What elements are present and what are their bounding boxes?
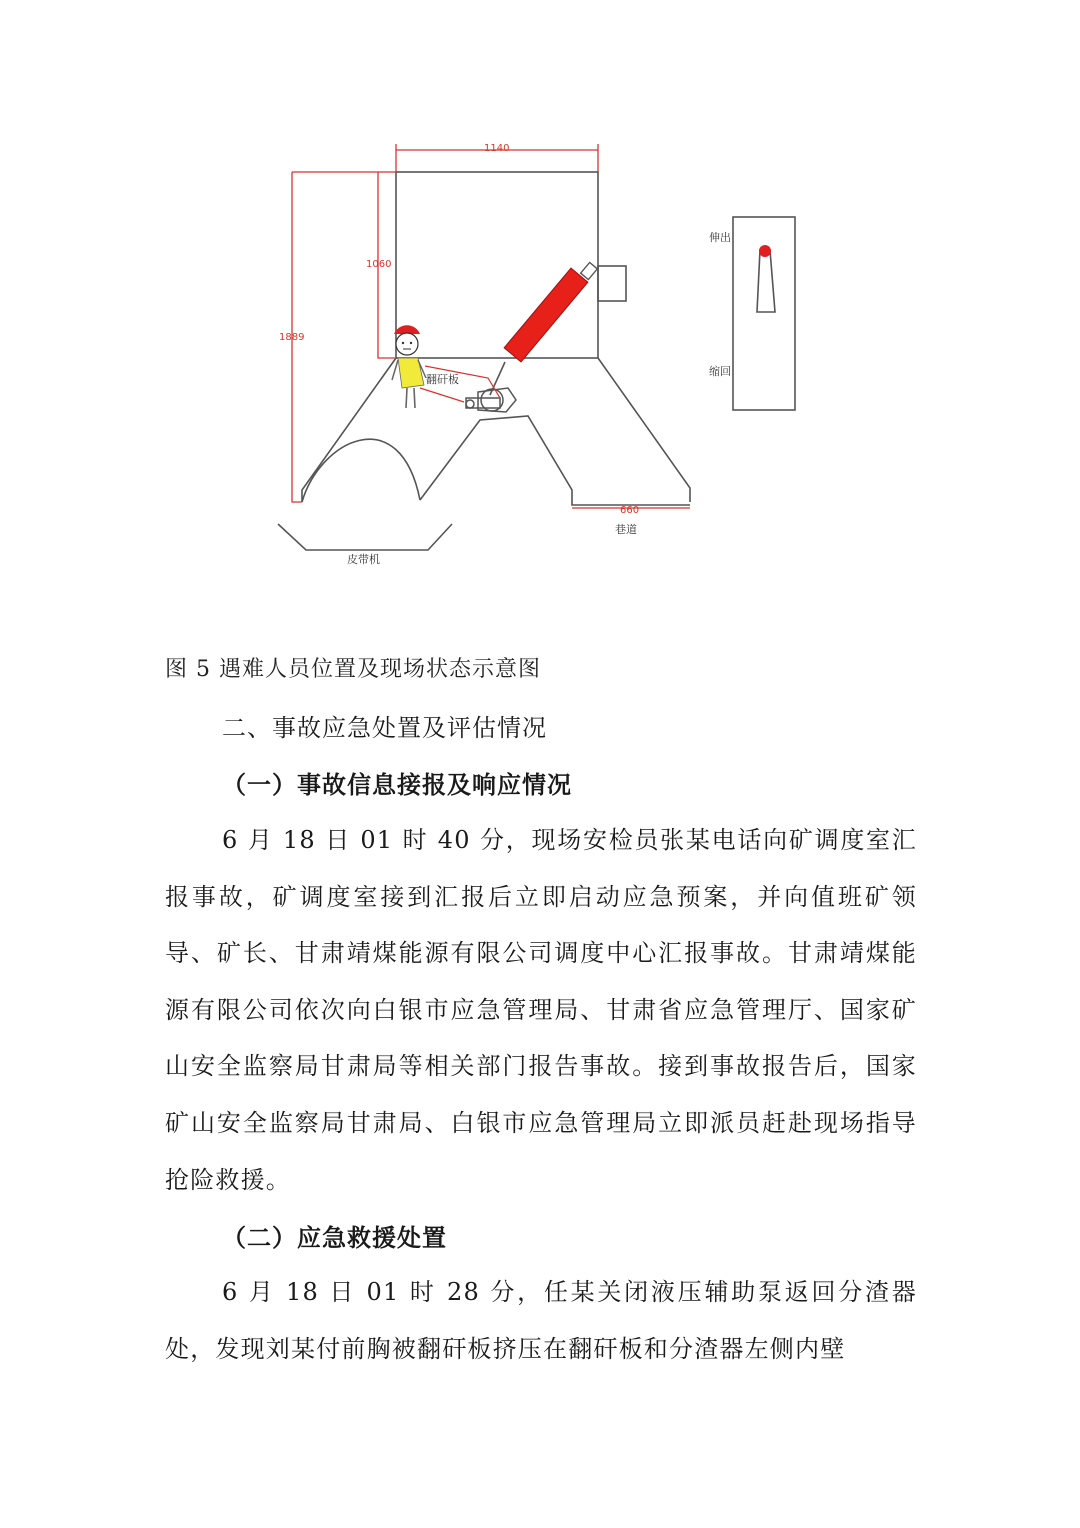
control-lever	[757, 250, 775, 312]
dim-label-top: 1140	[484, 143, 510, 154]
section-heading: 二、事故应急处置及评估情况	[222, 714, 547, 742]
dim-line-left-outer	[292, 172, 396, 502]
left-chute-arch	[302, 439, 420, 502]
chute-outline	[278, 172, 795, 550]
subheading-report-response: （一）事故信息接报及响应情况	[222, 770, 572, 799]
hydraulic-cylinder	[490, 262, 597, 395]
subheading-rescue: （二）应急救援处置	[222, 1223, 447, 1252]
dim-label-bottom: 660	[620, 505, 640, 516]
left-outer-wall	[302, 358, 396, 502]
dim-label-left-outer: 1889	[279, 332, 305, 343]
lever-knob	[759, 245, 771, 257]
paragraph-report: 6 月 18 日 01 时 40 分，现场安检员张某电话向矿调度室汇报事故，矿调度室接到汇报后立即启动应急预案，并向值班矿领导、矿长、甘肃靖煤能源有限公司调度中心汇报事故。甘肃靖煤能源有限公司依次向白银市应急管理局、甘肃省应急管理厅、国家矿山安全监察局甘肃局等相关部门报告事故。接到事故报告后，国家矿山安全监察局甘肃局、白银市应急管理局立即派员赶赴现场指导抢险救援。	[165, 826, 917, 1194]
label-belt: 皮带机	[347, 553, 380, 566]
figure-caption: 图 5 遇难人员位置及现场状态示意图	[165, 657, 541, 682]
label-extend: 伸出	[709, 231, 731, 244]
splitter-box	[396, 172, 598, 358]
label-plate: 翻矸板	[426, 373, 459, 386]
side-block	[598, 266, 626, 301]
right-outer-wall	[598, 358, 690, 502]
paragraph-rescue: 6 月 18 日 01 时 28 分，任某关闭液压辅助泵返回分渣器处，发现刘某付前胸被翻矸板挤压在翻矸板和分渣器左侧内壁	[165, 1278, 917, 1363]
belt-conveyor-shape	[278, 524, 452, 550]
victim-figure	[392, 325, 426, 408]
dim-label-left-inner: 1060	[366, 259, 392, 270]
label-retract: 缩回	[709, 365, 731, 378]
accident-scene-diagram	[0, 0, 1080, 600]
diagram-drawing	[0, 0, 1080, 600]
dimension-lines	[292, 144, 690, 508]
label-roadway: 巷道	[615, 523, 637, 536]
center-divider	[420, 416, 690, 505]
